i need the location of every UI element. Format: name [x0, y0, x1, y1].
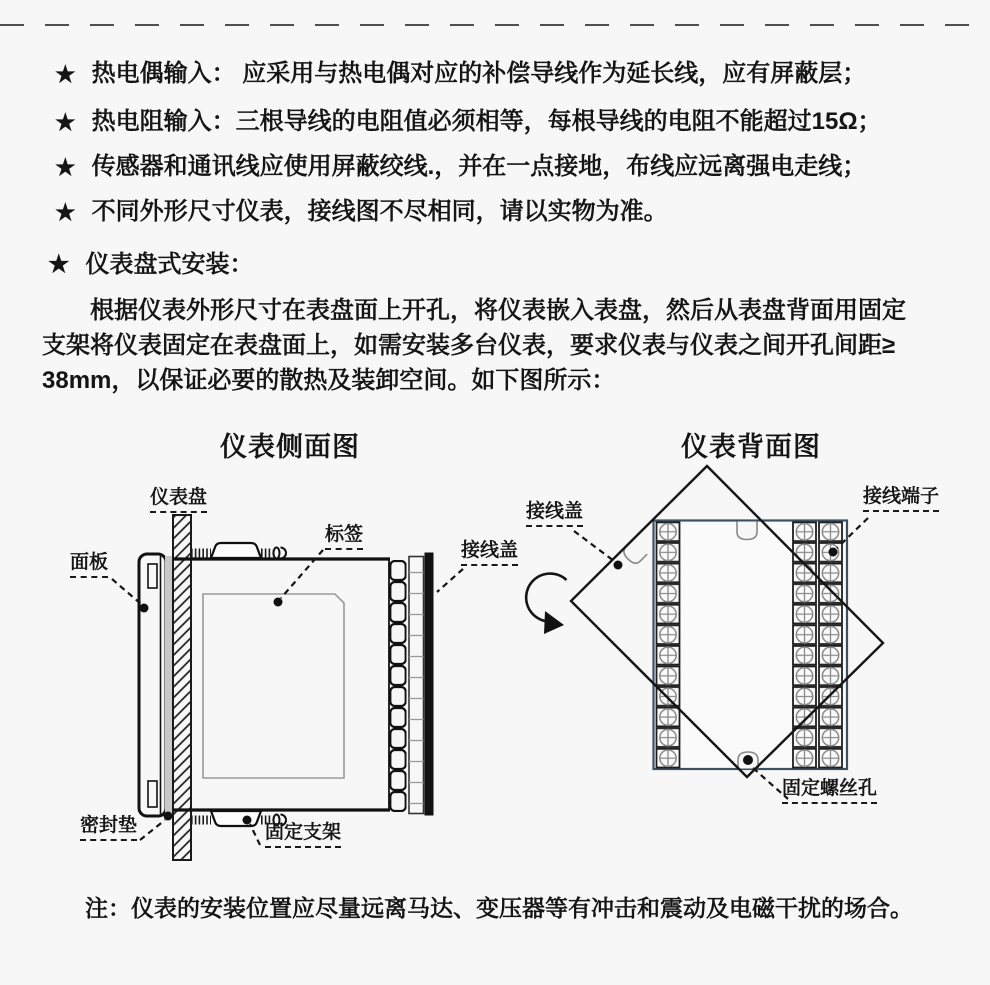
dot-terminal-cover-back — [614, 561, 623, 570]
callout-terminal-block: 接线端子 — [863, 487, 939, 512]
callout-gasket: 密封垫 — [80, 816, 137, 841]
callout-bracket: 固定支架 — [265, 823, 341, 848]
bullet-text: 热电阻输入：三根导线的电阻值必须相等，每根导线的电阻不能超过15Ω； — [91, 108, 882, 135]
screw-head-arc — [281, 548, 287, 559]
terminal-ladder-rungs — [409, 562, 424, 809]
dot-bracket — [243, 816, 252, 825]
installation-note: 注：仪表的安装位置应尽量远离马达、变压器等有冲击和震动及电磁干扰的场合。 — [85, 895, 913, 921]
leader-front-panel — [112, 579, 141, 604]
star-bullet-icon: ★ — [55, 109, 76, 135]
callout-terminal-cover-back: 接线盖 — [526, 502, 583, 527]
section-title: 仪表盘式安装： — [85, 251, 254, 278]
mount-tab-top — [737, 522, 757, 540]
bezel-slot-bottom — [148, 781, 157, 807]
terminal-column-right-b — [818, 522, 843, 769]
terminal-stack — [390, 560, 407, 812]
dot-sticker — [274, 598, 283, 607]
leader-terminal-cover-side — [437, 569, 463, 592]
callout-panel-board: 仪表盘 — [150, 488, 207, 513]
dot-gasket — [164, 812, 173, 821]
leader-sticker — [281, 550, 323, 598]
sticker-area — [203, 594, 344, 778]
bullet-text: 传感器和通讯线应使用屏蔽绞线.，并在一点接地，布线应远离强电走线； — [91, 153, 867, 180]
callout-front-panel: 面板 — [70, 553, 108, 578]
callout-terminal-cover-side: 接线盖 — [461, 541, 518, 566]
fixing-bracket-bottom — [211, 811, 261, 826]
star-bullet-icon: ★ — [48, 251, 70, 278]
terminal-column-left — [656, 522, 681, 769]
rotation-arrow-head — [544, 611, 564, 634]
star-bullet-icon: ★ — [55, 154, 76, 180]
rear-plate — [654, 521, 848, 770]
callout-sticker: 标签 — [325, 525, 363, 550]
star-bullet-icon: ★ — [55, 61, 76, 87]
paragraph-line: 根据仪表外形尺寸在表盘面上开孔，将仪表嵌入表盘，然后从表盘背面用固定 — [90, 297, 906, 324]
terminal-cover-bar — [425, 553, 434, 816]
screw-head — [274, 548, 280, 559]
bezel-slot-top — [148, 564, 157, 588]
front-bezel — [139, 554, 166, 816]
back-view-title: 仪表背面图 — [681, 432, 821, 463]
leader-terminal-cover-back — [574, 531, 614, 561]
bullet-text: 不同外形尺寸仪表，接线图不尽相同，请以实物为准。 — [91, 198, 668, 225]
fixing-bracket-top — [211, 543, 261, 558]
star-bullet-icon: ★ — [55, 199, 76, 225]
callout-screw-hole: 固定螺丝孔 — [782, 779, 877, 804]
leader-bracket — [250, 824, 260, 845]
dot-front-panel — [140, 604, 149, 613]
bullet-text: 热电偶输入： 应采用与热电偶对应的补偿导线作为延长线，应有屏蔽层； — [91, 60, 867, 87]
mount-tab-side — [621, 540, 647, 566]
side-view-drawing — [139, 515, 434, 860]
panel-wall — [173, 515, 191, 860]
leader-gasket — [140, 820, 165, 840]
paragraph-line: 38mm，以保证必要的散热及装卸空间。如下图所示： — [42, 367, 616, 394]
terminal-column-right-a — [792, 522, 817, 769]
screw-hole-dot — [743, 755, 753, 765]
dot-terminal-block — [829, 548, 838, 557]
side-view-title: 仪表侧面图 — [220, 432, 360, 463]
paragraph-line: 支架将仪表固定在表盘面上，如需安装多台仪表，要求仪表与仪表之间开孔间距≥ — [42, 332, 896, 359]
